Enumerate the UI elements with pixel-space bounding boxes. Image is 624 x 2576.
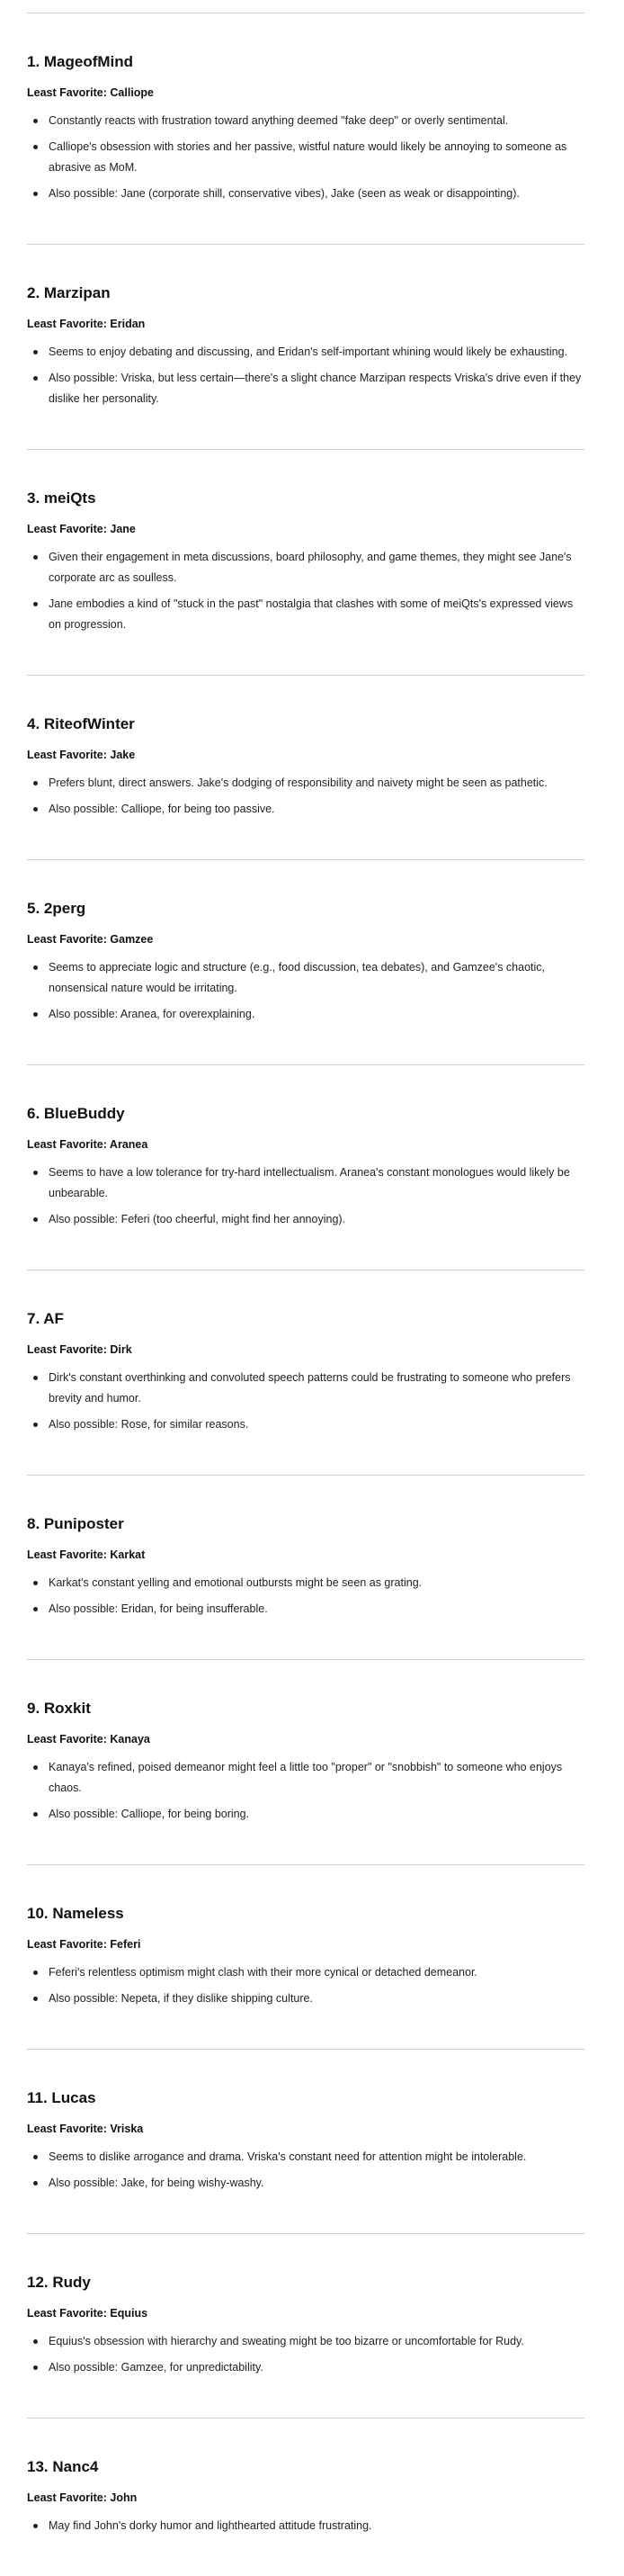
reason-list	[27, 2147, 584, 2194]
entry-section	[27, 1476, 584, 1659]
reason-list-item: Constantly reacts with frustration toward anything deemed "fake deep" or overly sentimental.	[49, 111, 584, 131]
reason-list	[27, 547, 584, 635]
entry-title: 10. Nameless	[27, 1905, 124, 1922]
least-favorite-label: Least Favorite: Gamzee	[27, 933, 154, 946]
reason-list	[27, 2331, 584, 2378]
entry-title: 5. 2perg	[27, 900, 86, 917]
reason-list-item: Seems to have a low tolerance for try-hard intellectualism. Aranea's constant monologues would likely be unbearable.	[49, 1162, 584, 1204]
reason-list-item: Calliope's obsession with stories and her passive, wistful nature would likely be annoying to someone as abrasive as MoM.	[49, 137, 584, 178]
entry-title: 9. Roxkit	[27, 1700, 91, 1717]
reason-list-item: Also possible: Calliope, for being boring.	[49, 1804, 584, 1825]
entry-section	[27, 2050, 584, 2233]
reason-list-item: Feferi's relentless optimism might clash with their more cynical or detached demeanor.	[49, 1962, 584, 1983]
reason-list	[27, 2516, 584, 2536]
reason-list-item: May find John's dorky humor and lighthearted attitude frustrating.	[49, 2516, 584, 2536]
reason-list	[27, 1757, 584, 1825]
entry-title: 3. meiQts	[27, 489, 96, 507]
document-body	[27, 0, 584, 2576]
reason-list	[27, 1573, 584, 1620]
reason-list-item: Also possible: Vriska, but less certain—there's a slight chance Marzipan respects Vriska's drive even if they dislike her personality.	[49, 368, 584, 409]
least-favorite-label: Least Favorite: Vriska	[27, 2123, 144, 2135]
reason-list-item: Karkat's constant yelling and emotional outbursts might be seen as grating.	[49, 1573, 584, 1593]
entry-list	[27, 13, 584, 2576]
reason-list-item: Prefers blunt, direct answers. Jake's dodging of responsibility and naivety might be seen as pathetic.	[49, 773, 584, 794]
entry-section	[27, 245, 584, 449]
reason-list	[27, 1962, 584, 2009]
reason-list-item: Also possible: Rose, for similar reasons.	[49, 1414, 584, 1435]
least-favorite-label: Least Favorite: Kanaya	[27, 1733, 150, 1746]
reason-list-item: Also possible: Feferi (too cheerful, might find her annoying).	[49, 1209, 584, 1230]
least-favorite-label: Least Favorite: Calliope	[27, 86, 155, 99]
entry-section	[27, 860, 584, 1064]
reason-list-item: Also possible: Gamzee, for unpredictability.	[49, 2357, 584, 2378]
entry-title: 7. AF	[27, 1310, 64, 1327]
reason-list	[27, 1162, 584, 1230]
reason-list	[27, 342, 584, 409]
entry-section	[27, 1270, 584, 1475]
entry-title: 4. RiteofWinter	[27, 715, 135, 732]
entry-section	[27, 450, 584, 675]
least-favorite-label: Least Favorite: John	[27, 2491, 138, 2504]
least-favorite-label: Least Favorite: Equius	[27, 2307, 148, 2320]
entry-title: 13. Nanc4	[27, 2458, 99, 2475]
reason-list-item: Seems to dislike arrogance and drama. Vriska's constant need for attention might be intolerable.	[49, 2147, 584, 2168]
reason-list	[27, 957, 584, 1025]
reason-list	[27, 773, 584, 820]
reason-list-item: Also possible: Aranea, for overexplaining.	[49, 1004, 584, 1025]
entry-title: 12. Rudy	[27, 2274, 91, 2291]
entry-title: 1. MageofMind	[27, 53, 134, 70]
reason-list-item: Also possible: Jane (corporate shill, conservative vibes), Jake (seen as weak or disappointing).	[49, 184, 584, 204]
reason-list-item: Also possible: Calliope, for being too passive.	[49, 799, 584, 820]
entry-title: 8. Puniposter	[27, 1515, 124, 1532]
entry-title: 11. Lucas	[27, 2089, 96, 2106]
entry-section	[27, 2234, 584, 2418]
reason-list-item: Seems to appreciate logic and structure (e.g., food discussion, tea debates), and Gamzee's chaotic, nonsensical nature would be irritating.	[49, 957, 584, 999]
reason-list-item: Jane embodies a kind of "stuck in the past" nostalgia that clashes with some of meiQts's expressed views on progression.	[49, 594, 584, 635]
entry-title: 2. Marzipan	[27, 284, 111, 301]
entry-section	[27, 13, 584, 244]
reason-list	[27, 111, 584, 204]
reason-list-item: Kanaya's refined, poised demeanor might feel a little too "proper" or "snobbish" to someone who enjoys chaos.	[49, 1757, 584, 1799]
least-favorite-label: Least Favorite: Feferi	[27, 1938, 141, 1951]
reason-list-item: Equius's obsession with hierarchy and sweating might be too bizarre or uncomfortable for Rudy.	[49, 2331, 584, 2352]
entry-section	[27, 2419, 584, 2576]
entry-section	[27, 1065, 584, 1270]
entry-section	[27, 676, 584, 859]
entry-section	[27, 1865, 584, 2049]
reason-list-item: Also possible: Nepeta, if they dislike shipping culture.	[49, 1988, 584, 2009]
reason-list-item: Seems to enjoy debating and discussing, and Eridan's self-important whining would likely be exhausting.	[49, 342, 584, 363]
reason-list-item: Given their engagement in meta discussions, board philosophy, and game themes, they might see Jane's corporate arc as soulless.	[49, 547, 584, 588]
entry-title: 6. BlueBuddy	[27, 1105, 125, 1122]
entry-section	[27, 1660, 584, 1864]
least-favorite-label: Least Favorite: Jane	[27, 523, 136, 535]
reason-list-item: Also possible: Eridan, for being insufferable.	[49, 1599, 584, 1620]
least-favorite-label: Least Favorite: Aranea	[27, 1138, 148, 1151]
reason-list-item: Dirk's constant overthinking and convoluted speech patterns could be frustrating to someone who prefers brevity and humor.	[49, 1368, 584, 1409]
least-favorite-label: Least Favorite: Jake	[27, 749, 136, 761]
least-favorite-label: Least Favorite: Karkat	[27, 1548, 146, 1561]
reason-list-item: Also possible: Jake, for being wishy-washy.	[49, 2173, 584, 2194]
reason-list	[27, 1368, 584, 1435]
least-favorite-label: Least Favorite: Dirk	[27, 1343, 132, 1356]
least-favorite-label: Least Favorite: Eridan	[27, 318, 146, 330]
